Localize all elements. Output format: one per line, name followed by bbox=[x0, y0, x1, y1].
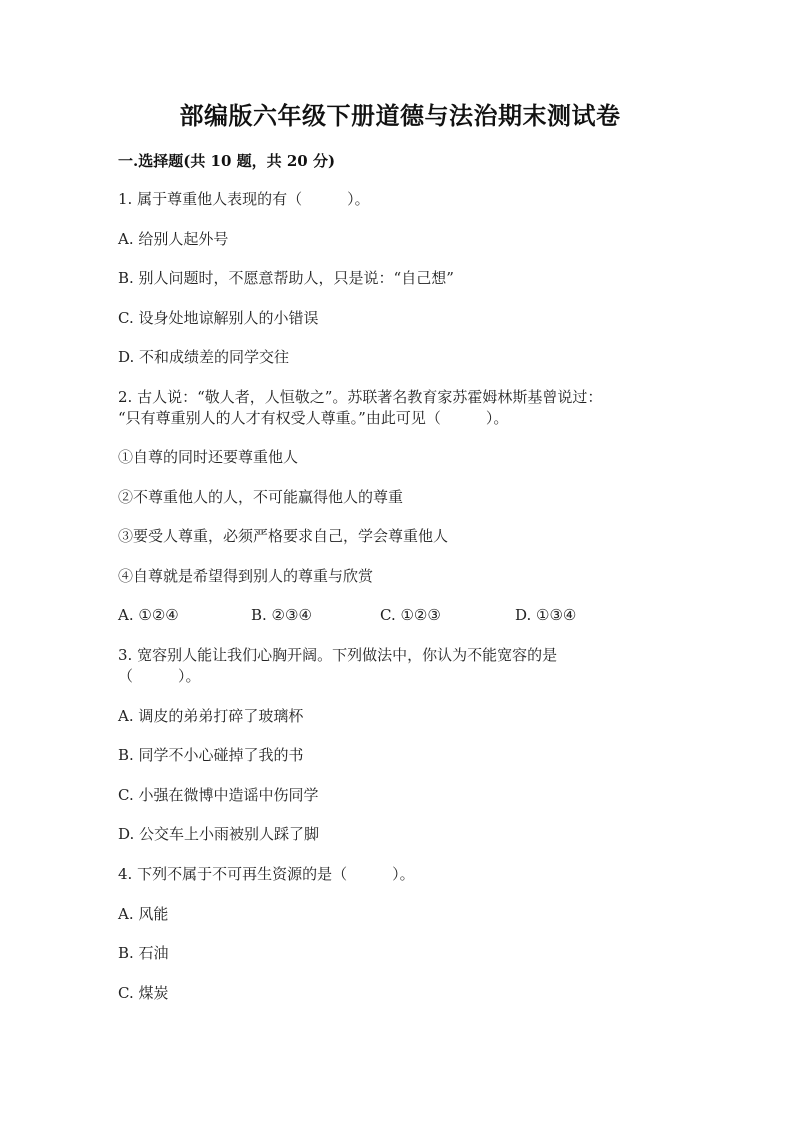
question-2-statement-3: ③要受人尊重，必须严格要求自己，学会尊重他人 bbox=[118, 527, 449, 545]
section-heading: 一.选择题(共 10 题，共 20 分) bbox=[118, 152, 336, 170]
question-4-option-a: A. 风能 bbox=[118, 905, 169, 923]
question-2-stem-line-1: 2. 古人说：“敬人者，人恒敬之”。苏联著名教育家苏霍姆林斯基曾说过： bbox=[118, 388, 603, 406]
question-2-statement-1: ①自尊的同时还要尊重他人 bbox=[118, 448, 299, 466]
question-4-stem: 4. 下列不属于不可再生资源的是（ ）。 bbox=[118, 865, 415, 883]
page-title: 部编版六年级下册道德与法治期末测试卷 bbox=[179, 101, 621, 130]
question-2-option-d: D. ①③④ bbox=[515, 606, 577, 624]
question-3-stem-line-2: （ ）。 bbox=[118, 667, 201, 685]
question-2-statement-4: ④自尊就是希望得到别人的尊重与欣赏 bbox=[118, 567, 374, 585]
question-2-option-b: B. ②③④ bbox=[251, 606, 312, 624]
question-3-option-d: D. 公交车上小雨被别人踩了脚 bbox=[118, 825, 320, 843]
question-1-stem: 1. 属于尊重他人表现的有（ ）。 bbox=[118, 190, 370, 208]
question-4-option-c: C. 煤炭 bbox=[118, 984, 169, 1002]
question-1-option-a: A. 给别人起外号 bbox=[118, 230, 229, 248]
question-2-statement-2: ②不尊重他人的人，不可能赢得他人的尊重 bbox=[118, 488, 404, 506]
question-3-stem-line-1: 3. 宽容别人能让我们心胸开阔。下列做法中，你认为不能宽容的是 bbox=[118, 646, 558, 664]
question-2-stem-line-2: “只有尊重别人的人才有权受人尊重。”由此可见（ ）。 bbox=[118, 409, 509, 427]
question-4-option-b: B. 石油 bbox=[118, 944, 169, 962]
question-1-option-c: C. 设身处地谅解别人的小错误 bbox=[118, 309, 319, 327]
question-2-option-c: C. ①②③ bbox=[380, 606, 441, 624]
question-3-option-a: A. 调皮的弟弟打碎了玻璃杯 bbox=[118, 707, 304, 725]
question-2-option-a: A. ①②④ bbox=[118, 606, 179, 624]
question-3-option-b: B. 同学不小心碰掉了我的书 bbox=[118, 746, 304, 764]
question-3-option-c: C. 小强在微博中造谣中伤同学 bbox=[118, 786, 319, 804]
question-1-option-b: B. 别人问题时，不愿意帮助人，只是说：“自己想” bbox=[118, 269, 454, 287]
question-1-option-d: D. 不和成绩差的同学交往 bbox=[118, 348, 290, 366]
